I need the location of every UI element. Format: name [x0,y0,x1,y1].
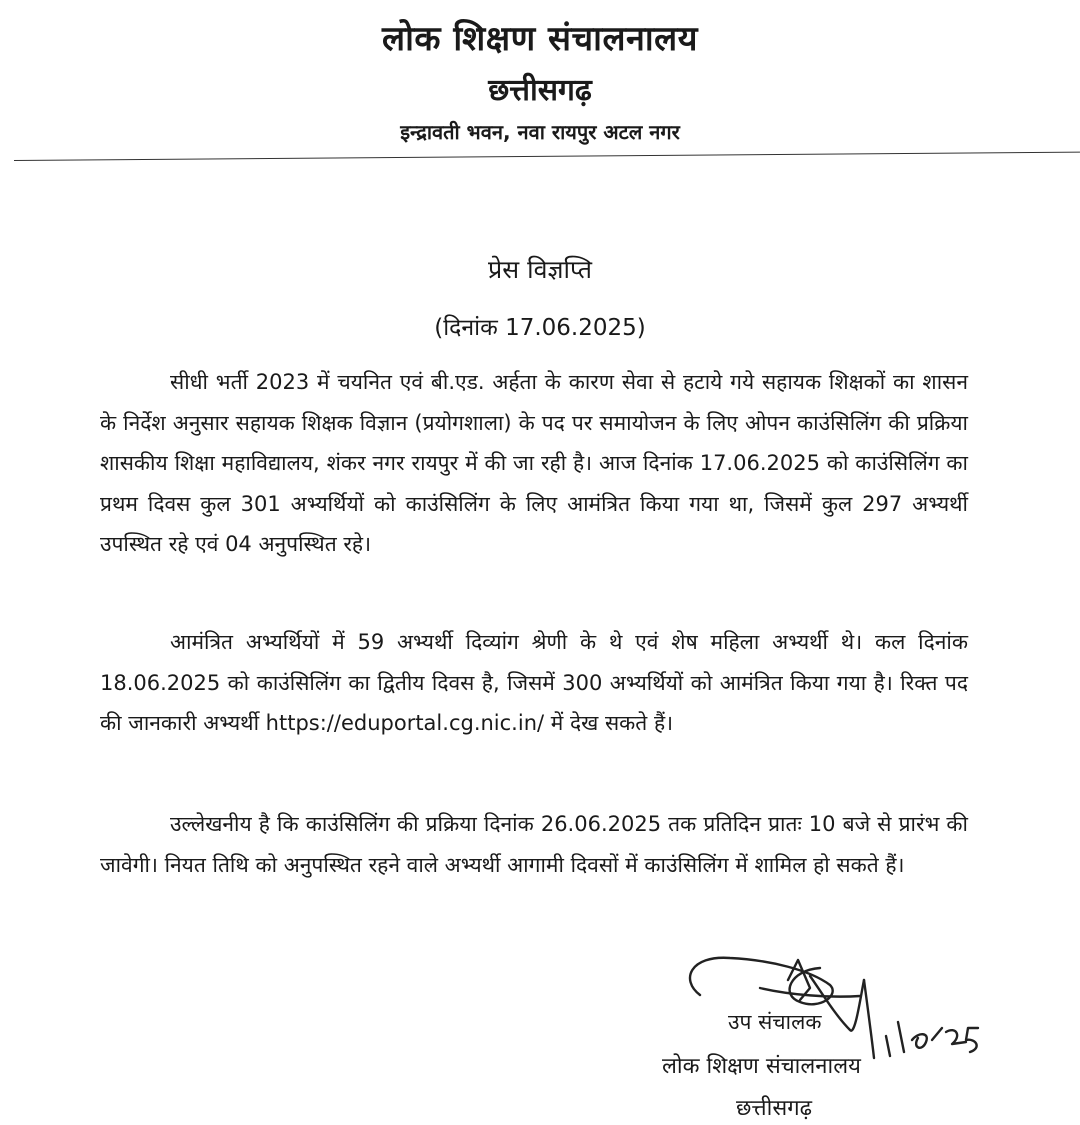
organization-name: लोक शिक्षण संचालनालय [382,19,698,59]
header-divider [14,152,1080,161]
paragraph-2-text: आमंत्रित अभ्यर्थियों में 59 अभ्यर्थी दिव्यांग श्रेणी के थे एवं शेष महिला अभ्यर्थी थे। कल दिनांक 18.06.2025 को काउंसिलिंग का द्वितीय दिवस है, जिसमें 300 अभ्यर्थियों को आमंत्रित किया गया है। रिक्त पद की जानकारी अभ्यर्थी https://eduportal.cg.nic.in/ में देख सकते हैं। [100,630,968,735]
signatory-state: छत्तीसगढ़ [736,1096,812,1121]
paragraph-3 [100,804,968,885]
paragraph-1-text: सीधी भर्ती 2023 में चयनित एवं बी.एड. अर्हता के कारण सेवा से हटाये गये सहायक शिक्षकों का शासन के निर्देश अनुसार सहायक शिक्षक विज्ञान (प्रयोगशाला) के पद पर समायोजन के लिए ओपन काउंसिलिंग की प्रक्रिया शासकीय शिक्षा महाविद्यालय, शंकर नगर रायपुर में की जा रही है। आज दिनांक 17.06.2025 को काउंसिलिंग का प्रथम दिवस कुल 301 अभ्यर्थियों को काउंसिलिंग के लिए आमंत्रित किया गया था, जिसमें कुल 297 अभ्यर्थी उपस्थित रहे एवं 04 अनुपस्थित रहे। [100,370,968,556]
paragraph-1 [100,362,968,565]
press-release-date: (दिनांक 17.06.2025) [434,315,646,341]
signatory-designation: उप संचालक [728,1010,822,1034]
organization-state: छत्तीसगढ़ [488,73,592,108]
paragraph-3-text: उल्लेखनीय है कि काउंसिलिंग की प्रक्रिया दिनांक 26.06.2025 तक प्रतिदिन प्रातः 10 बजे से प्रारंभ की जावेगी। नियत तिथि को अनुपस्थित रहने वाले अभ्यर्थी आगामी दिवसों में काउंसिलिंग में शामिल हो सकते हैं। [100,812,968,877]
paragraph-2 [100,622,968,744]
press-release-title: प्रेस विज्ञप्ति [488,255,592,284]
signatory-office: लोक शिक्षण संचालनालय [662,1054,861,1079]
organization-address: इन्द्रावती भवन, नवा रायपुर अटल नगर [400,120,680,144]
signature-block [640,940,1040,1120]
